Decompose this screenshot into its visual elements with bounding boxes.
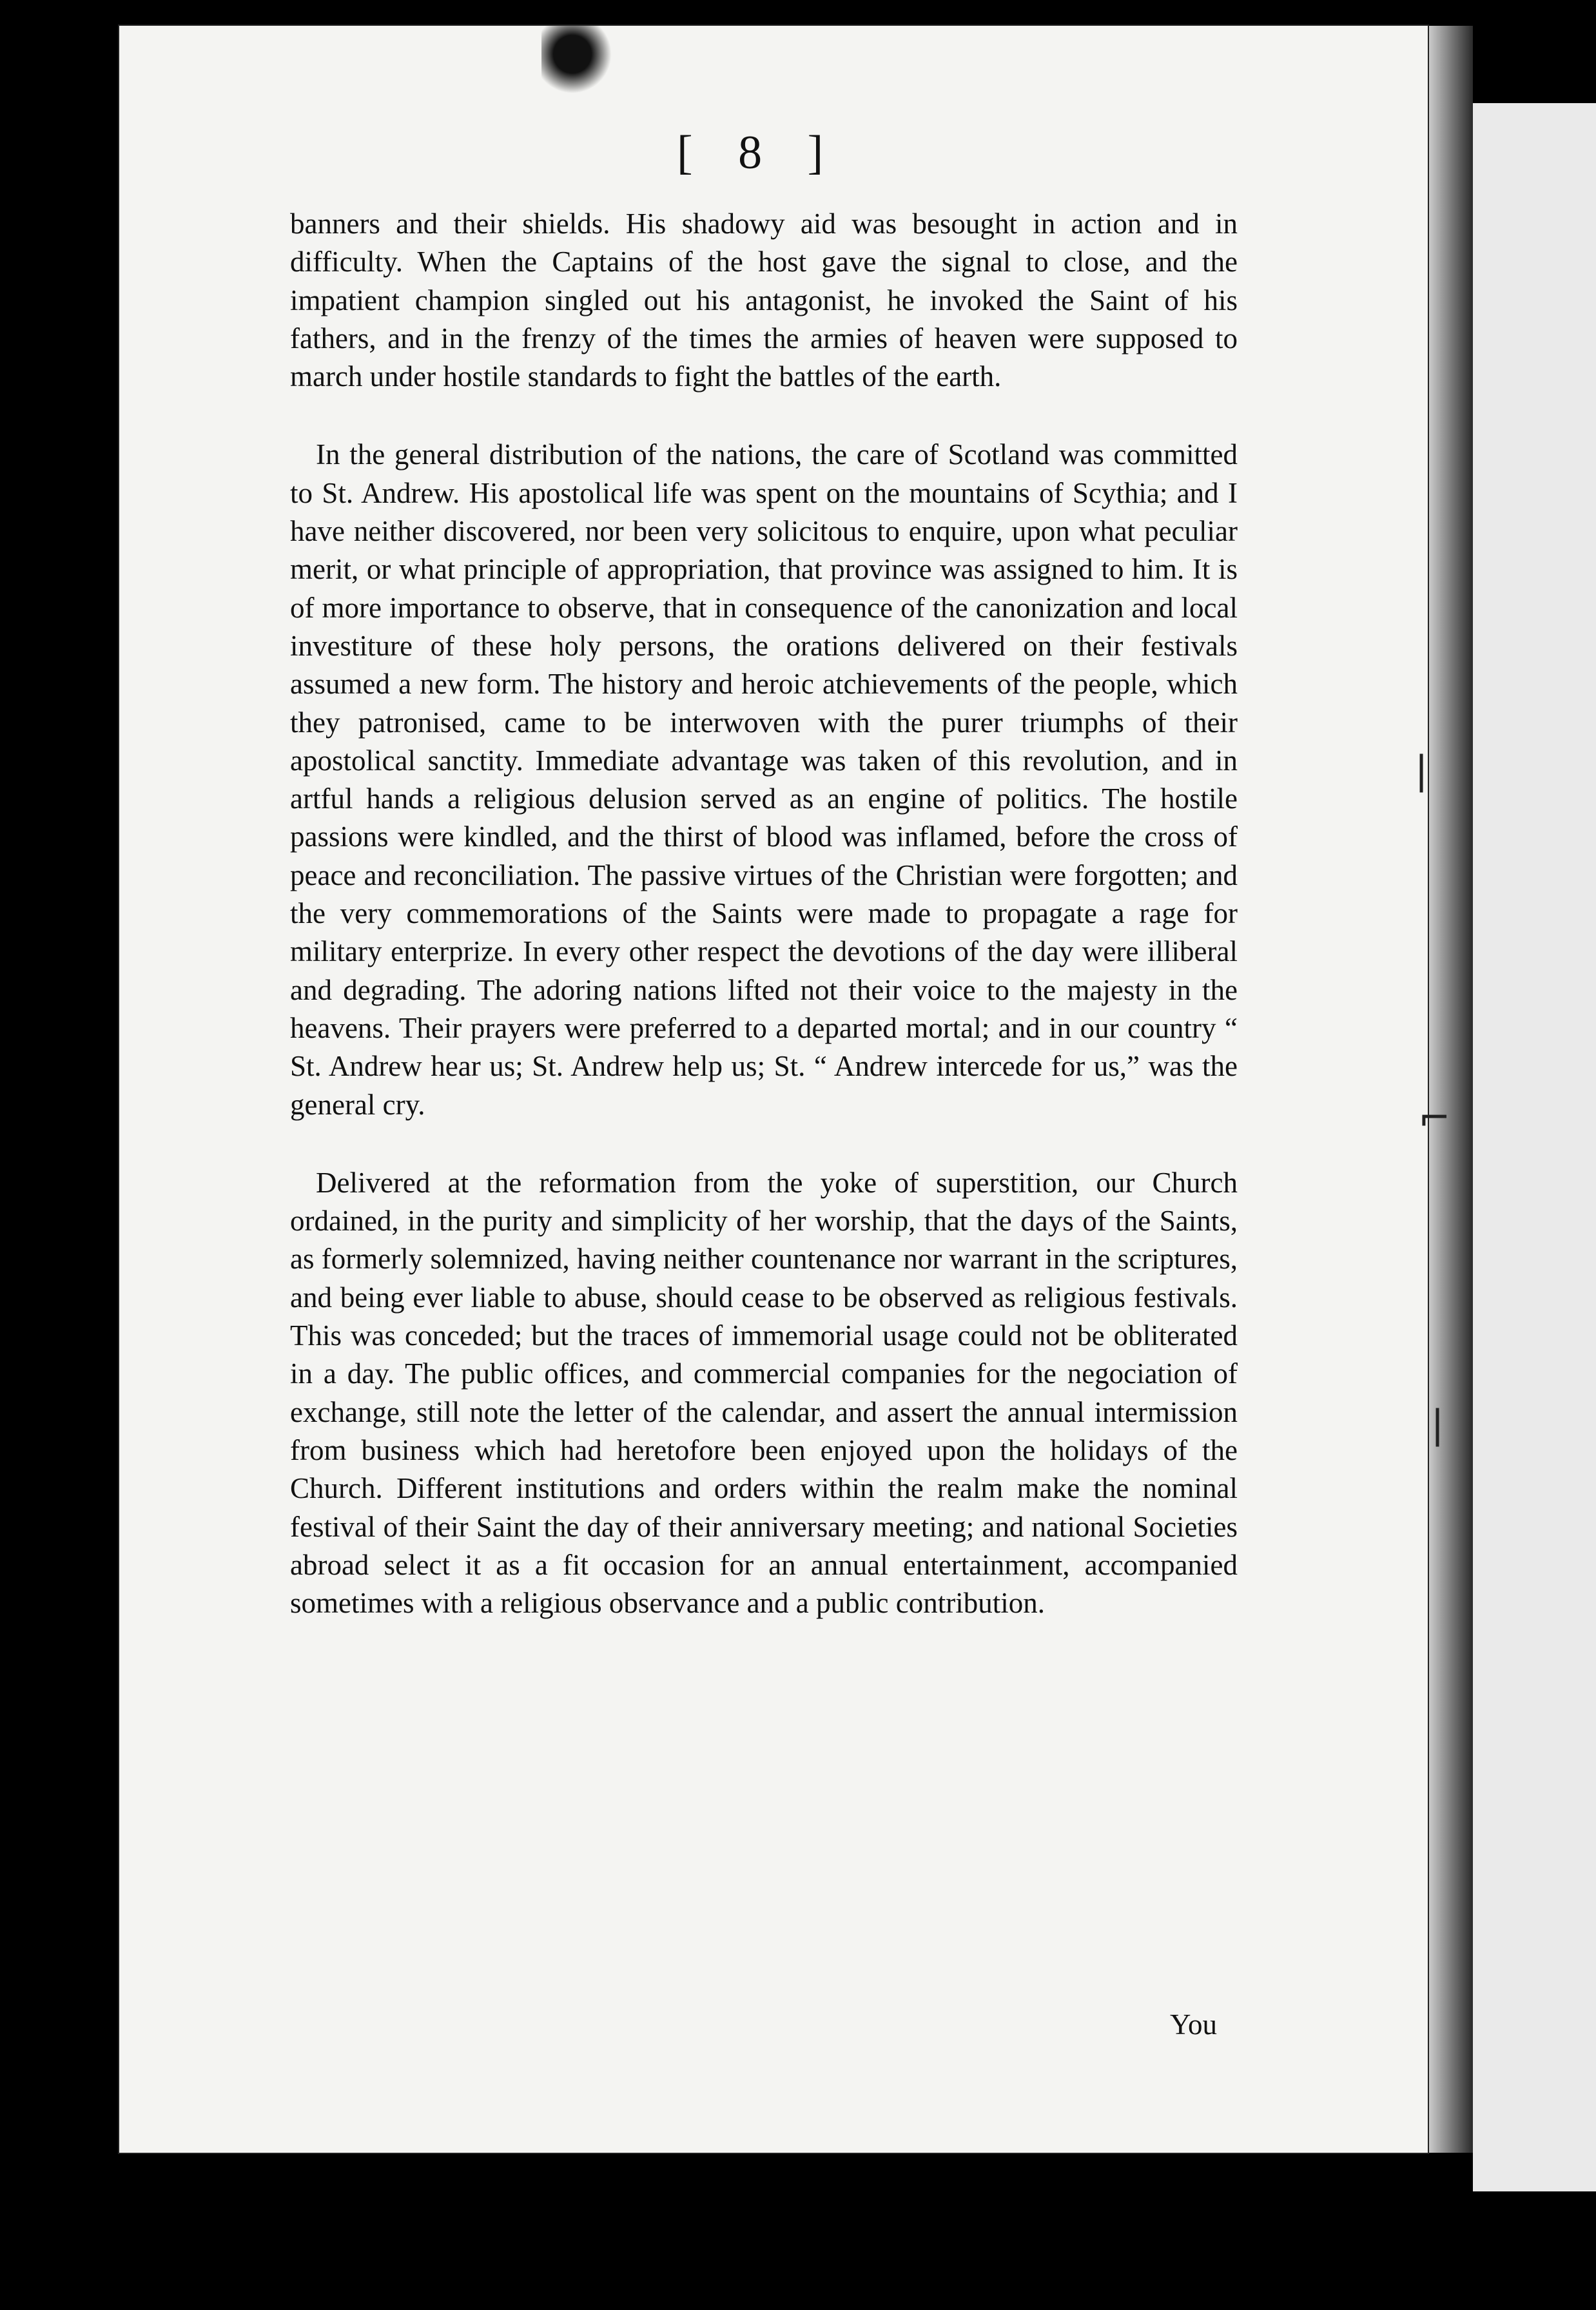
paragraph-2: In the general distribution of the nations, the care of Scotland was committed to St. Andrew. His apostolical life was spent on the mountains of Scythia; and I have neither discovered, nor been very solicitous to enquire, upon what peculiar merit, or what principle of appropriation, that province was assigned to him. It is of more importance to observe, that in consequence of the canonization and local investiture of these holy persons, the orations delivered on their festivals assumed a new form. The history and heroic atchievements of the people, which they patronised, came to be interwoven with the purer triumphs of their apostolical sanctity. Immediate advantage was taken of this revolution, and in artful hands a religious delusion served as an engine of politics. The hostile passions were kindled, and the thirst of blood was inflamed, before the cross of peace and reconciliation. The passive virtues of the Christian were forgotten; and the very commemorations of the Saints were made to propagate a rage for military enterprize. In every other respect the devotions of the day were illiberal and degrading. The adoring nations lifted not their voice to the majesty in the heavens. Their prayers were preferred to a departed mortal; and in our country “ St. Andrew hear us; St. Andrew help us; St. “ Andrew intercede for us,” was the general cry. bbox=[290, 438, 1238, 1121]
page-gutter-shadow bbox=[1428, 26, 1473, 2153]
margin-mark-3: ❘ bbox=[1421, 1402, 1454, 1447]
facing-page-edge bbox=[1473, 103, 1596, 2191]
catchword: You bbox=[1170, 2008, 1217, 2041]
margin-mark-1: ❘ bbox=[1405, 748, 1438, 793]
page-number: [ 8 ] bbox=[677, 126, 841, 179]
paragraph-1: banners and their shields. His shadowy aid was besought in action and in difficulty. When the Captains of the host gave the signal to close, and the impatient champion singled out his antagonist, he invoked the Saint of his fathers, and in the frenzy of the times the armies of heaven were supposed to march under hostile standards to fight the battles of the earth. bbox=[290, 208, 1238, 393]
margin-mark-2: ⌐ bbox=[1418, 1096, 1451, 1141]
paragraph-3: Delivered at the reformation from the yoke of superstition, our Church ordained, in the purity and simplicity of her worship, that the days of the Saints, as formerly solemnized, having neither countenance nor warrant in the scriptures, and being ever liable to abuse, should cease to be observed as religious festivals. This was conceded; but the traces of immemorial usage could not be obliterated in a day. The public offices, and commercial companies for the negociation of exchange, still note the letter of the calendar, and assert the annual intermission from business which had heretofore been enjoyed upon the holidays of the Church. Different institutions and orders within the realm make the nominal festival of their Saint the day of their anniversary meeting; and national Societies abroad select it as a fit occasion for an annual entertainment, accompanied sometimes with a religious observance and a public contribution. bbox=[290, 1166, 1238, 1620]
body-text bbox=[290, 205, 1238, 1622]
ink-blot bbox=[541, 26, 619, 97]
